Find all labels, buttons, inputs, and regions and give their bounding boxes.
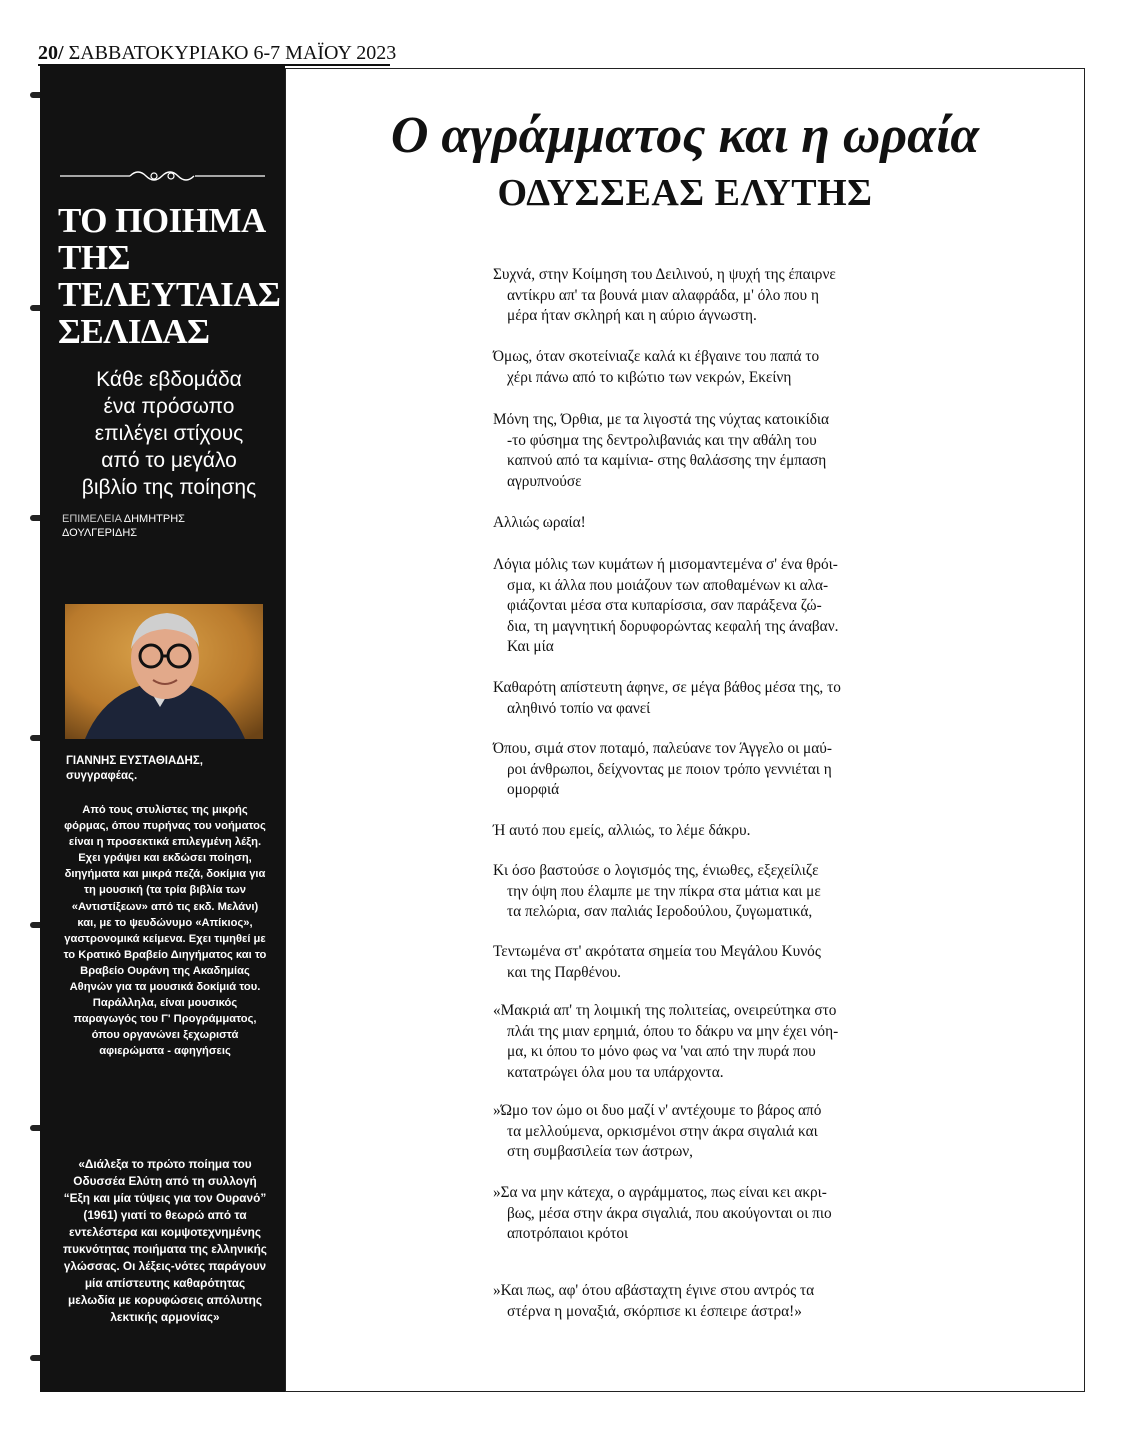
sidebar-column [40, 66, 285, 1392]
poem-title: Ο αγράμματος και η ωραία [390, 107, 980, 164]
stanza: Τεντωμένα στ' ακρότατα σημεία του Μεγάλου Κυνός και της Παρθένου. [493, 943, 821, 981]
page-header [38, 42, 397, 66]
stanza: Συχνά, στην Κοίμηση του Δειλινού, η ψυχή της έπαιρνε αντίκρυ απ' τα βουνά μιαν αλαφράδα, μ' όλο που η μέρα ήταν σκληρή και η αύριο άγνωστη. [493, 266, 836, 324]
author-bio: Από τους στυλίστες της μικρής φόρμας, όπου πυρήνας του νοήματος είναι η προσεκτικά επιλεγμένη λέξη. Εχει γράψει και εκδώσει ποίηση, διηγήματα και μικρά πεζά, δοκίμια για τη μουσική (τα τρία βιβλία των «Αντιστίξεων» από τις εκδ. Μελάνι) και, με το ψευδώνυμο «Απίκιος», γαστρονομικά κείμενα. Εχει τιμηθεί με το Κρατικό Βραβείο Διηγήματος και το Βραβείο Ουράνη της Ακαδημίας Αθηνών για τα μουσικά δοκίμιά του. Παράλληλα, είναι μουσικός παραγωγός του Γ' Προγράμματος, όπου οργανώνει ξεχωριστά αφιερώματα - αφηγήσεις [63, 804, 267, 1058]
issue-date: ΣΑΒΒΑΤΟΚΥΡΙΑΚΟ 6-7 ΜΑΪΟΥ 2023 [68, 42, 397, 64]
stanza: »Και πως, αφ' ότου αβάσταχτη έγινε στου αντρός τα στέρνα η μοναξιά, σκόρπισε κι έσπειρε άστρα!» [493, 1282, 815, 1320]
section-title: ΤΟ ΠΟΙΗΜΑ ΤΗΣ ΤΕΛΕΥΤΑΙΑΣ ΣΕΛΙΔΑΣ [58, 201, 281, 351]
stanza: Ή αυτό που εμείς, αλλιώς, το λέμε δάκρυ. [493, 822, 751, 839]
stanza: Όπου, σιμά στον ποταμό, παλεύανε τον Άγγελο οι μαύ- ροι άνθρωποι, δείχνοντας με ποιον τρόπο γεννιέται η ομορφιά [493, 740, 832, 798]
stanza: Όμως, όταν σκοτείνιαζε καλά κι έβγαινε του παπά το χέρι πάνω από το κιβώτιο των νεκρών, Εκείνη [493, 348, 820, 386]
stanza: Λόγια μόλις των κυμάτων ή μισομαντεμένα σ' ένα θρόι- σμα, κι άλλα που μοιάζουν των αποθαμένων κι αλα- φιάζονται μέσα στα κυπαρίσσια, σαν παράξενα ζώ- δια, τη μαγνητική δορυφορώντας κεφαλή της άναβαν. Και μία [493, 556, 839, 655]
stanza: Κι όσο βαστούσε ο λογισμός της, ένιωθες, εξεχείλιζε την όψη που έλαμπε με την πίκρα στα μάτια και με τα πελώρια, σαν παλιάς Ιεροδούλου, ζυγωματικά, [493, 862, 821, 920]
editor-credit: ΕΠΙΜΕΛΕΙΑ ΔΗΜΗΤΡΗΣ ΔΟΥΛΓΕΡΙΔΗΣ [62, 513, 185, 539]
author-quote: «Διάλεξα το πρώτο ποίημα του Οδυσσέα Ελύτη από τη συλλογή “Εξη και μία τύψεις για τον Ουρανό” (1961) γιατί το θεωρώ από τα εντελέστερα και κομψοτεχνημένης πυκνότητας ποιήματα της ελληνικής γλώσσας. Οι λέξεις-νότες παράγουν μία απίστευτης καθαρότητας μελωδία με κορυφώσεις απόλυτης λεκτικής αρμονίας» [63, 1157, 267, 1324]
stanza: Μόνη της, Όρθια, με τα λιγοστά της νύχτας κατοικίδια -το φύσημα της δεντρολιβανιάς και την αθάλη του καπνού από τα καμίνια- στης θαλάσσης την έμπαση αγρυπνούσε [493, 411, 830, 490]
ornament-divider [60, 166, 265, 186]
stanza: «Μακριά απ' τη λοιμική της πολιτείας, ονειρεύτηκα στο πλάι της μιαν ερημιά, όπου το δάκρυ να μην έχει νόη- μα, κι όπου το μόνο φως να 'ναι από την πυρά που κατατρώγει όλα μου τα υπάρχοντα. [493, 1002, 839, 1081]
author-byline: ΓΙΑΝΝΗΣ ΕΥΣΤΑΘΙΑΔΗΣ, συγγραφέας. [66, 755, 203, 782]
page-number: 20/ [38, 42, 64, 64]
section-subtitle: Κάθε εβδομάδα ένα πρόσωπο επιλέγει στίχους από το μεγάλο βιβλίο της ποίησης [81, 368, 257, 499]
stanza: »Σα να μην κάτεχα, ο αγράμματος, πως είναι κει ακρι- βως, μέσα στην άκρα σιγαλιά, που ακούγονται οι πιο αποτρόπαιοι κρότοι [493, 1184, 832, 1242]
poet-name: ΟΔΥΣΣΕΑΣ ΕΛΥΤΗΣ [497, 172, 873, 214]
stanza: »Ώμο τον ώμο οι δυο μαζί ν' αντέχουμε το βάρος από τα μελλούμενα, ορκισμένοι στην άκρα σιγαλιά και στη συμβασιλεία των άστρων, [493, 1102, 822, 1160]
stanza: Αλλιώς ωραία! [493, 514, 586, 531]
stanza: Καθαρότη απίστευτη άφηνε, σε μέγα βάθος μέσα της, το αληθινό τοπίο να φανεί [493, 679, 841, 717]
author-photo [65, 604, 263, 739]
